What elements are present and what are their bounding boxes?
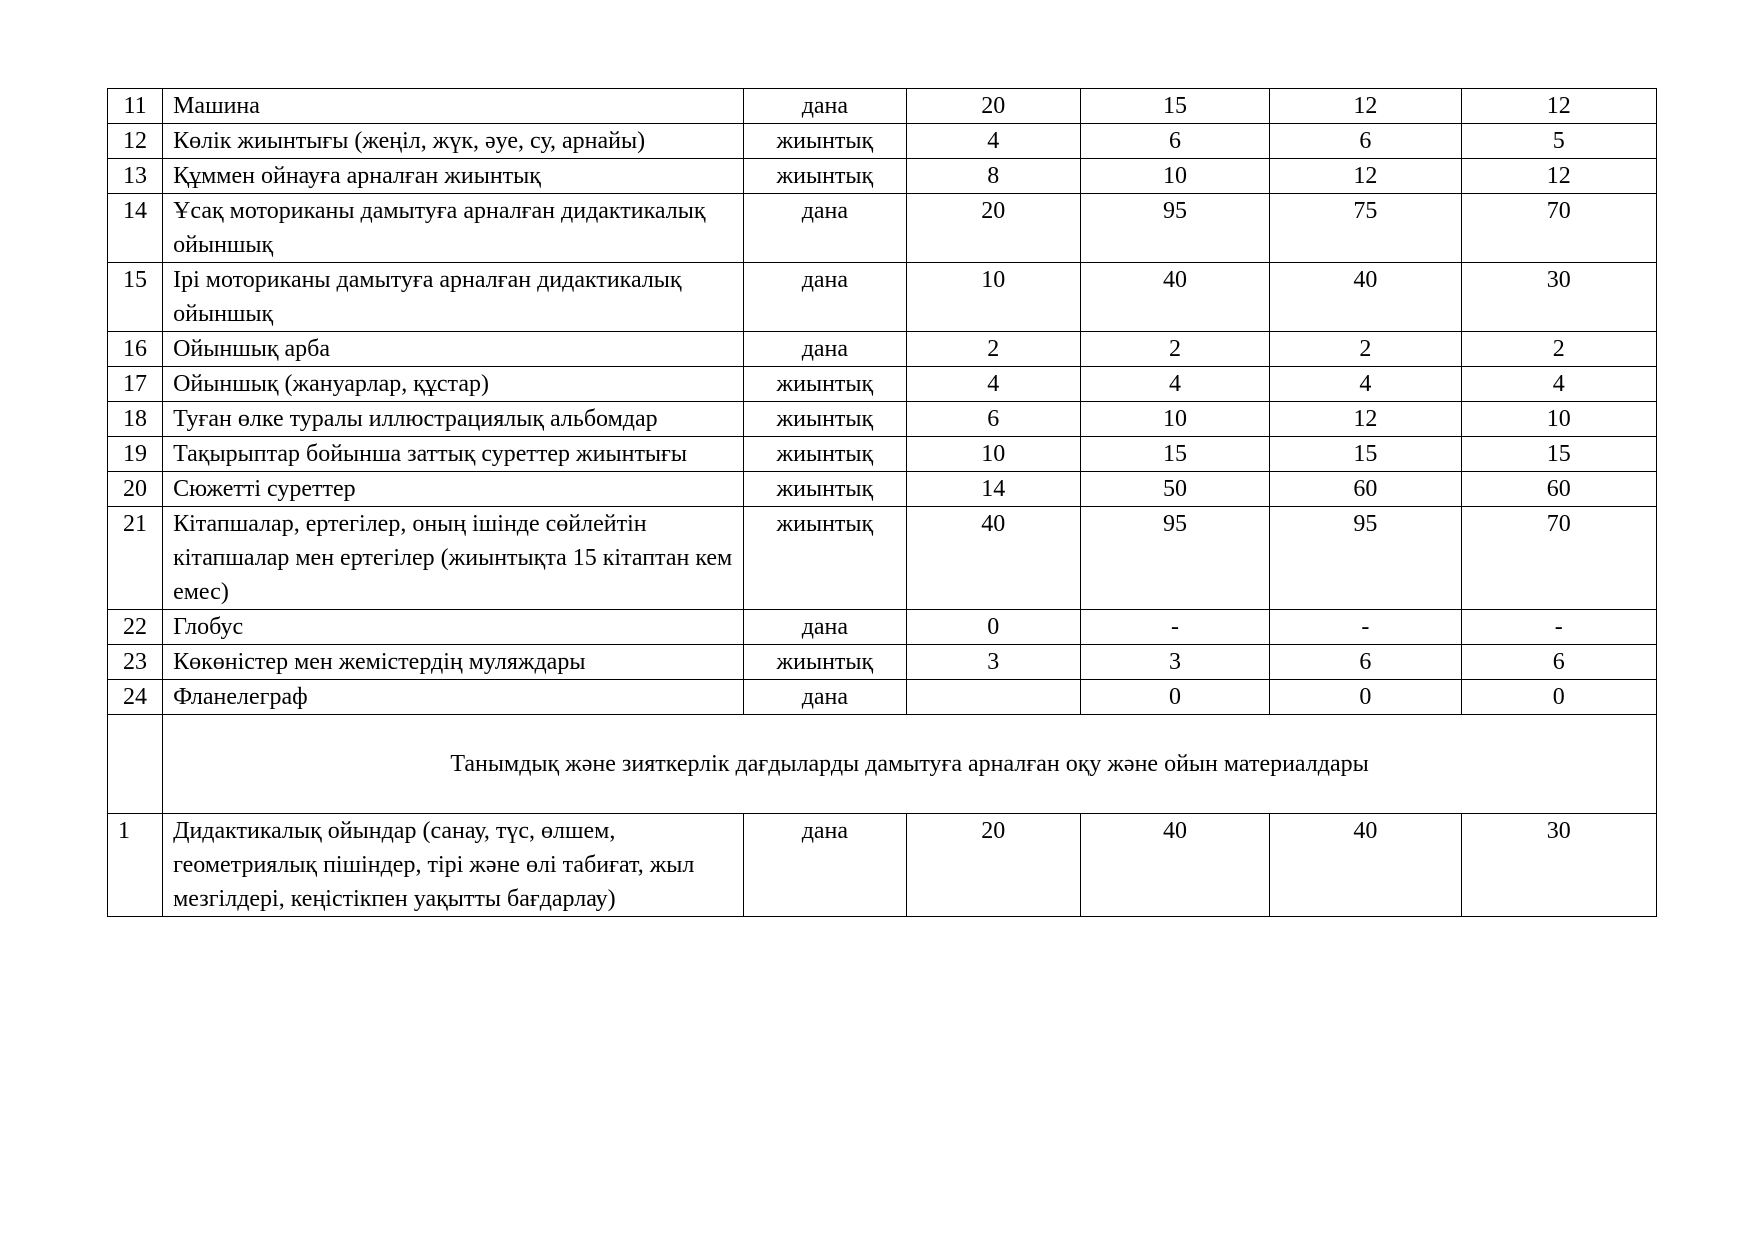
quantity-col-1: 8 [906,159,1080,194]
table-row [108,645,1657,680]
quantity-col-3: 40 [1270,814,1461,917]
table-row [108,263,1657,332]
row-number: 24 [108,680,163,715]
quantity-col-4: 4 [1461,367,1656,402]
unit-of-measure: жиынтық [744,402,906,437]
unit-of-measure: дана [744,680,906,715]
quantity-col-1: 0 [906,610,1080,645]
quantity-col-3: - [1270,610,1461,645]
item-name: Құммен ойнауға арналған жиынтық [163,159,744,194]
quantity-col-3: 15 [1270,437,1461,472]
item-name: Тақырыптар бойынша заттық суреттер жиынтығы [163,437,744,472]
unit-of-measure: дана [744,194,906,263]
table-row [108,89,1657,124]
quantity-col-3: 6 [1270,124,1461,159]
quantity-col-2: 95 [1080,194,1269,263]
quantity-col-3: 95 [1270,507,1461,610]
table-row [108,159,1657,194]
item-name: Көлік жиынтығы (жеңіл, жүк, әуе, су, арнайы) [163,124,744,159]
quantity-col-2: - [1080,610,1269,645]
table-row [108,194,1657,263]
row-number: 22 [108,610,163,645]
unit-of-measure: жиынтық [744,437,906,472]
quantity-col-1: 3 [906,645,1080,680]
quantity-col-2: 2 [1080,332,1269,367]
quantity-col-2: 50 [1080,472,1269,507]
quantity-col-3: 60 [1270,472,1461,507]
quantity-col-2: 40 [1080,814,1269,917]
item-name: Көкөністер мен жемістердің муляждары [163,645,744,680]
quantity-col-4: - [1461,610,1656,645]
row-number: 20 [108,472,163,507]
unit-of-measure: дана [744,814,906,917]
row-number: 15 [108,263,163,332]
quantity-col-3: 75 [1270,194,1461,263]
quantity-col-1 [906,680,1080,715]
row-number: 11 [108,89,163,124]
quantity-col-4: 70 [1461,507,1656,610]
quantity-col-2: 10 [1080,159,1269,194]
quantity-col-1: 2 [906,332,1080,367]
quantity-col-4: 70 [1461,194,1656,263]
table-row [108,610,1657,645]
quantity-col-1: 20 [906,89,1080,124]
quantity-col-1: 4 [906,124,1080,159]
quantity-col-3: 40 [1270,263,1461,332]
quantity-col-2: 15 [1080,89,1269,124]
quantity-col-2: 6 [1080,124,1269,159]
row-number: 19 [108,437,163,472]
row-number: 14 [108,194,163,263]
quantity-col-3: 0 [1270,680,1461,715]
table-row [108,124,1657,159]
section-header-row [108,715,1657,814]
item-name: Туған өлке туралы иллюстрациялық альбомдар [163,402,744,437]
quantity-col-4: 60 [1461,472,1656,507]
quantity-col-4: 2 [1461,332,1656,367]
table-row [108,472,1657,507]
quantity-col-4: 30 [1461,814,1656,917]
table-body [108,89,1657,715]
section-header-body [108,715,1657,814]
row-number: 16 [108,332,163,367]
row-number: 17 [108,367,163,402]
unit-of-measure: жиынтық [744,472,906,507]
unit-of-measure: дана [744,89,906,124]
item-name: Глобус [163,610,744,645]
quantity-col-2: 40 [1080,263,1269,332]
row-number: 18 [108,402,163,437]
row-number: 23 [108,645,163,680]
table-row [108,814,1657,917]
quantity-col-1: 6 [906,402,1080,437]
section-table-body [108,814,1657,917]
unit-of-measure: жиынтық [744,124,906,159]
quantity-col-1: 4 [906,367,1080,402]
item-name: Ойыншық (жануарлар, құстар) [163,367,744,402]
unit-of-measure: жиынтық [744,159,906,194]
unit-of-measure: дана [744,332,906,367]
item-name: Дидактикалық ойындар (санау, түс, өлшем, геометриялық пішіндер, тірі және өлі табиғат, жыл мезгілдері, кеңістікпен уақытты бағдарлау) [163,814,744,917]
quantity-col-3: 6 [1270,645,1461,680]
unit-of-measure: жиынтық [744,507,906,610]
quantity-col-2: 10 [1080,402,1269,437]
quantity-col-1: 20 [906,194,1080,263]
quantity-col-4: 10 [1461,402,1656,437]
quantity-col-3: 12 [1270,159,1461,194]
item-name: Ұсақ моториканы дамытуға арналған дидактикалық ойыншық [163,194,744,263]
row-number: 21 [108,507,163,610]
row-number: 12 [108,124,163,159]
row-number: 13 [108,159,163,194]
table-row [108,367,1657,402]
quantity-col-2: 3 [1080,645,1269,680]
item-name: Ірі моториканы дамытуға арналған дидактикалық ойыншық [163,263,744,332]
quantity-col-3: 12 [1270,402,1461,437]
quantity-col-2: 15 [1080,437,1269,472]
quantity-col-2: 95 [1080,507,1269,610]
quantity-col-4: 12 [1461,159,1656,194]
quantity-col-2: 4 [1080,367,1269,402]
unit-of-measure: жиынтық [744,367,906,402]
quantity-col-1: 14 [906,472,1080,507]
quantity-col-4: 15 [1461,437,1656,472]
item-name: Сюжетті суреттер [163,472,744,507]
table-row [108,507,1657,610]
item-name: Ойыншық арба [163,332,744,367]
unit-of-measure: дана [744,610,906,645]
quantity-col-1: 20 [906,814,1080,917]
section-title: Танымдық және зияткерлік дағдыларды дамытуға арналған оқу және ойын материалдары [163,715,1657,814]
quantity-col-4: 30 [1461,263,1656,332]
quantity-col-2: 0 [1080,680,1269,715]
quantity-col-4: 6 [1461,645,1656,680]
quantity-col-1: 10 [906,437,1080,472]
quantity-col-3: 4 [1270,367,1461,402]
table-row [108,437,1657,472]
quantity-col-4: 5 [1461,124,1656,159]
unit-of-measure: жиынтық [744,645,906,680]
quantity-col-4: 12 [1461,89,1656,124]
quantity-col-3: 12 [1270,89,1461,124]
row-number: 1 [108,814,163,917]
item-name: Кітапшалар, ертегілер, оның ішінде сөйлейтін кітапшалар мен ертегілер (жиынтықта 15 кітаптан кем емес) [163,507,744,610]
quantity-col-4: 0 [1461,680,1656,715]
unit-of-measure: дана [744,263,906,332]
quantity-col-1: 40 [906,507,1080,610]
table-row [108,332,1657,367]
table-row [108,402,1657,437]
item-name: Фланелеграф [163,680,744,715]
section-number-cell [108,715,163,814]
quantity-col-3: 2 [1270,332,1461,367]
quantity-col-1: 10 [906,263,1080,332]
equipment-table [107,88,1657,917]
item-name: Машина [163,89,744,124]
table-row [108,680,1657,715]
